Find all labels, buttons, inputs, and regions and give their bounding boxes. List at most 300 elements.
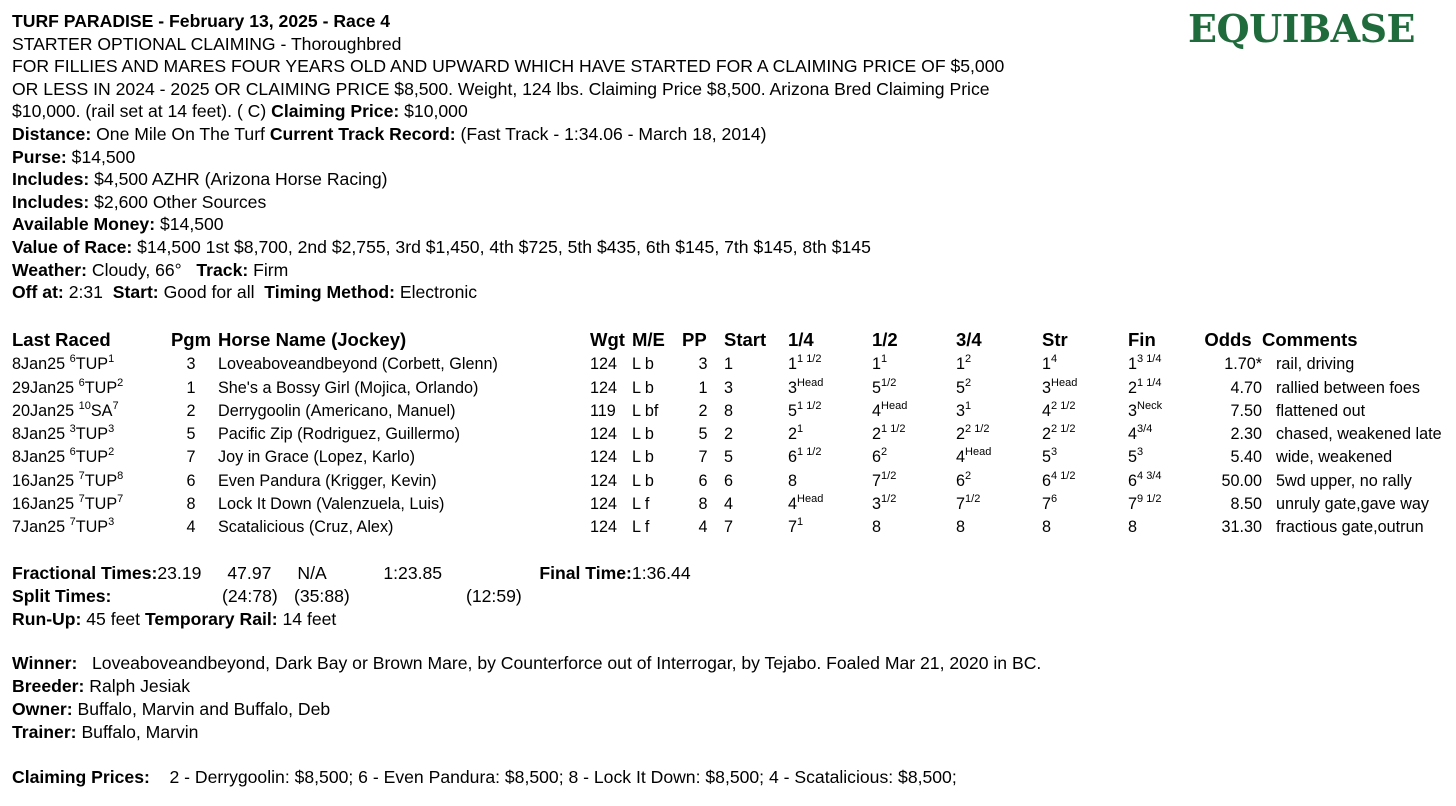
value-line bbox=[12, 236, 1452, 259]
three-quarter-cell-margin: 2 bbox=[965, 469, 972, 482]
horse-jockey-cell: Joy in Grace (Lopez, Karlo) bbox=[218, 448, 416, 467]
quarter-cell bbox=[788, 351, 872, 374]
last-raced-race: 6 bbox=[78, 376, 85, 389]
stretch-cell bbox=[1042, 351, 1128, 374]
stretch-cell bbox=[1042, 491, 1128, 514]
quarter-cell bbox=[788, 398, 872, 421]
post-position-cell: 2 bbox=[698, 401, 708, 420]
finish-cell-margin: 3 bbox=[1137, 446, 1144, 459]
start-cell: 5 bbox=[724, 448, 734, 467]
med-equip-cell: L b bbox=[632, 425, 654, 444]
owner-line bbox=[12, 699, 330, 720]
column-header: PP bbox=[682, 329, 707, 350]
stretch-cell-position: 4 bbox=[1042, 401, 1052, 420]
three-quarter-cell-margin: 2 bbox=[965, 353, 972, 366]
last-raced-finish: 1 bbox=[108, 353, 115, 366]
quarter-cell-position: 3 bbox=[788, 378, 798, 397]
last-raced-track: TUP bbox=[75, 425, 109, 444]
stretch-cell-position: 3 bbox=[1042, 378, 1052, 397]
last-raced-cell bbox=[12, 491, 164, 514]
stretch-cell bbox=[1042, 374, 1128, 397]
comment-cell: fractious gate,outrun bbox=[1276, 518, 1424, 537]
includes-value: $2,600 Other Sources bbox=[94, 191, 267, 212]
half-cell bbox=[872, 444, 956, 467]
available-value: $14,500 bbox=[159, 214, 224, 235]
fraction-2: 47.97 bbox=[227, 563, 272, 583]
track-value: Firm bbox=[253, 259, 289, 280]
med-equip-cell: L bf bbox=[632, 401, 659, 420]
three-quarter-cell-margin: 2 1/2 bbox=[965, 423, 990, 436]
last-raced-cell bbox=[12, 444, 164, 467]
finish-cell-position: 5 bbox=[1128, 448, 1138, 467]
med-equip-cell: L f bbox=[632, 518, 650, 537]
table-row bbox=[12, 421, 1452, 444]
race-conditions-3 bbox=[12, 100, 1452, 123]
column-header: Horse Name (Jockey) bbox=[218, 329, 407, 350]
trainer-line bbox=[12, 722, 198, 743]
table-row bbox=[12, 444, 1452, 467]
med-equip-cell: L b bbox=[632, 448, 654, 467]
weight-cell: 124 bbox=[590, 471, 618, 490]
finish-cell-position: 2 bbox=[1128, 378, 1138, 397]
available-label: Available Money: bbox=[12, 214, 156, 235]
last-raced-track: TUP bbox=[75, 518, 109, 537]
start-cell: 6 bbox=[724, 471, 734, 490]
three-quarter-cell-position: 3 bbox=[956, 401, 966, 420]
three-quarter-cell-margin: 1/2 bbox=[965, 493, 981, 506]
finish-cell bbox=[1128, 374, 1194, 397]
table-row bbox=[12, 374, 1452, 397]
finish-cell bbox=[1128, 444, 1194, 467]
last-raced-finish: 8 bbox=[117, 469, 124, 482]
finish-cell bbox=[1128, 351, 1194, 374]
last-raced-date: 8Jan25 bbox=[12, 355, 66, 374]
distance-label: Distance: bbox=[12, 123, 92, 144]
three-quarter-cell bbox=[956, 374, 1042, 397]
comment-cell: 5wd upper, no rally bbox=[1276, 471, 1412, 490]
last-raced-date: 16Jan25 bbox=[12, 471, 75, 490]
column-header: Wgt bbox=[590, 329, 625, 350]
stretch-cell bbox=[1042, 421, 1128, 444]
half-cell bbox=[872, 514, 956, 537]
claiming-price-label: Claiming Price: bbox=[271, 101, 400, 122]
fraction-1: 23.19 bbox=[157, 563, 202, 583]
column-header: Start bbox=[724, 329, 767, 350]
finish-cell-position: 8 bbox=[1128, 518, 1138, 537]
odds-cell: 2.30 bbox=[1230, 425, 1262, 444]
three-quarter-cell bbox=[956, 398, 1042, 421]
includes-label: Includes: bbox=[12, 191, 90, 212]
last-raced-race: 10 bbox=[78, 399, 91, 412]
half-cell-margin: 1/2 bbox=[881, 376, 897, 389]
weight-cell: 119 bbox=[590, 401, 616, 420]
three-quarter-cell bbox=[956, 444, 1042, 467]
offat-label: Off at: bbox=[12, 282, 64, 303]
last-raced-race: 6 bbox=[69, 446, 76, 459]
three-quarter-cell-position: 4 bbox=[956, 448, 966, 467]
last-raced-date: 8Jan25 bbox=[12, 425, 66, 444]
claiming-price-value: $10,000 bbox=[404, 101, 468, 122]
three-quarter-cell-position: 5 bbox=[956, 378, 966, 397]
winner-line bbox=[12, 653, 1041, 674]
finish-cell-margin: 1 1/4 bbox=[1137, 376, 1162, 389]
half-cell bbox=[872, 467, 956, 490]
horse-jockey-cell: Pacific Zip (Rodriguez, Guillermo) bbox=[218, 425, 460, 444]
column-header: 3/4 bbox=[956, 329, 982, 350]
three-quarter-cell bbox=[956, 467, 1042, 490]
stretch-cell-margin: Head bbox=[1051, 376, 1078, 389]
three-quarter-cell-margin: Head bbox=[965, 446, 992, 459]
quarter-cell-position: 8 bbox=[788, 471, 798, 490]
stretch-cell-position: 8 bbox=[1042, 518, 1052, 537]
post-position-cell: 8 bbox=[698, 495, 708, 514]
med-equip-cell: L f bbox=[632, 495, 650, 514]
comment-cell: rallied between foes bbox=[1276, 378, 1420, 397]
last-raced-finish: 2 bbox=[108, 446, 115, 459]
table-row bbox=[12, 398, 1452, 421]
split-2: (35:88) bbox=[294, 586, 350, 606]
half-cell bbox=[872, 398, 956, 421]
half-cell-position: 4 bbox=[872, 401, 882, 420]
chart-document bbox=[12, 10, 1452, 787]
quarter-cell-position: 1 bbox=[788, 355, 798, 374]
finish-cell-position: 4 bbox=[1128, 425, 1138, 444]
odds-cell: 50.00 bbox=[1221, 471, 1262, 490]
results-table bbox=[12, 321, 1452, 537]
final-time-label: Final Time: bbox=[539, 563, 632, 583]
stretch-cell bbox=[1042, 514, 1128, 537]
stretch-cell-margin: 6 bbox=[1051, 493, 1058, 506]
half-cell-position: 6 bbox=[872, 448, 882, 467]
odds-cell: 31.30 bbox=[1221, 518, 1262, 537]
race-conditions-2: OR LESS IN 2024 - 2025 OR CLAIMING PRICE $8,500. Weight, 124 lbs. Claiming Price $8,500. Arizona Bred Claiming Price bbox=[12, 78, 990, 99]
stretch-cell-margin: 3 bbox=[1051, 446, 1058, 459]
finish-cell-margin: Neck bbox=[1137, 399, 1163, 412]
last-raced-date: 7Jan25 bbox=[12, 518, 66, 537]
comment-cell: flattened out bbox=[1276, 401, 1366, 420]
final-time-value: 1:36.44 bbox=[631, 563, 691, 583]
three-quarter-cell-position: 8 bbox=[956, 518, 966, 537]
finish-cell-position: 7 bbox=[1128, 495, 1138, 514]
race-conditions-1: FOR FILLIES AND MARES FOUR YEARS OLD AND UPWARD WHICH HAVE STARTED FOR A CLAIMING PRICE OF $5,000 bbox=[12, 56, 1005, 77]
three-quarter-cell-margin: 2 bbox=[965, 376, 972, 389]
winner-value: Loveaboveandbeyond, Dark Bay or Brown Mare, by Counterforce out of Interrogar, by Tejabo. Foaled Mar 21, 2020 in BC. bbox=[92, 653, 1042, 673]
last-raced-track: TUP bbox=[75, 355, 109, 374]
three-quarter-cell bbox=[956, 514, 1042, 537]
last-raced-cell bbox=[12, 351, 164, 374]
pgm-cell: 7 bbox=[186, 448, 196, 467]
half-cell-position: 5 bbox=[872, 378, 882, 397]
fraction-3: N/A bbox=[297, 563, 327, 583]
last-raced-track: TUP bbox=[84, 378, 118, 397]
fractional-times-line bbox=[12, 563, 691, 584]
track-record-value: (Fast Track - 1:34.06 - March 18, 2014) bbox=[460, 123, 767, 144]
finish-cell bbox=[1128, 491, 1194, 514]
half-cell-position: 7 bbox=[872, 471, 882, 490]
start-cell: 1 bbox=[724, 355, 734, 374]
stretch-cell-position: 6 bbox=[1042, 471, 1052, 490]
horse-jockey-cell: Scatalicious (Cruz, Alex) bbox=[218, 518, 394, 537]
includes-label: Includes: bbox=[12, 169, 90, 190]
quarter-cell-margin: 1 1/2 bbox=[797, 353, 822, 366]
quarter-cell-margin: Head bbox=[797, 493, 824, 506]
comment-cell: unruly gate,gave way bbox=[1276, 495, 1429, 514]
column-header: Last Raced bbox=[12, 329, 111, 350]
last-raced-track: TUP bbox=[84, 471, 118, 490]
finish-cell-margin: 4 3/4 bbox=[1137, 469, 1162, 482]
stretch-cell-position: 5 bbox=[1042, 448, 1052, 467]
last-raced-date: 16Jan25 bbox=[12, 495, 75, 514]
split-3: (12:59) bbox=[466, 586, 522, 606]
last-raced-cell bbox=[12, 421, 164, 444]
weather-value: Cloudy, 66° bbox=[91, 259, 182, 280]
half-cell bbox=[872, 491, 956, 514]
last-raced-race: 3 bbox=[69, 423, 76, 436]
distance-line bbox=[12, 123, 1452, 146]
horse-jockey-cell: Loveaboveandbeyond (Corbett, Glenn) bbox=[218, 355, 498, 374]
comment-cell: rail, driving bbox=[1276, 355, 1355, 374]
start-cell: 7 bbox=[724, 518, 734, 537]
trainer-value: Buffalo, Marvin bbox=[81, 722, 199, 742]
table-body bbox=[12, 351, 1452, 537]
half-cell-margin: Head bbox=[881, 399, 908, 412]
breeder-line bbox=[12, 676, 190, 697]
quarter-cell-position: 2 bbox=[788, 425, 798, 444]
last-raced-finish: 7 bbox=[112, 399, 119, 412]
weight-cell: 124 bbox=[590, 355, 618, 374]
runup-line bbox=[12, 609, 336, 630]
fraction-4: 1:23.85 bbox=[383, 563, 443, 583]
half-cell-margin: 1 bbox=[881, 353, 888, 366]
finish-cell bbox=[1128, 467, 1194, 490]
table-row bbox=[12, 467, 1452, 490]
last-raced-finish: 2 bbox=[117, 376, 124, 389]
stretch-cell bbox=[1042, 444, 1128, 467]
column-header: 1/2 bbox=[872, 329, 898, 350]
column-header: Str bbox=[1042, 329, 1068, 350]
finish-cell-position: 3 bbox=[1128, 401, 1138, 420]
purse-line bbox=[12, 146, 1452, 169]
quarter-cell bbox=[788, 514, 872, 537]
stretch-cell bbox=[1042, 467, 1128, 490]
quarter-cell-position: 4 bbox=[788, 495, 798, 514]
post-position-cell: 5 bbox=[698, 425, 708, 444]
includes-value: $4,500 AZHR (Arizona Horse Racing) bbox=[94, 169, 388, 190]
purse-label: Purse: bbox=[12, 146, 67, 167]
column-header: Fin bbox=[1128, 329, 1156, 350]
last-raced-race: 7 bbox=[78, 469, 85, 482]
includes-line-2 bbox=[12, 191, 1452, 214]
weight-cell: 124 bbox=[590, 495, 618, 514]
last-raced-finish: 3 bbox=[108, 516, 115, 529]
three-quarter-cell-position: 6 bbox=[956, 471, 966, 490]
runup-label: Run-Up: bbox=[12, 609, 82, 629]
start-value: Good for all bbox=[163, 282, 255, 303]
split-1: (24:78) bbox=[222, 586, 278, 606]
stretch-cell-margin: 4 1/2 bbox=[1051, 469, 1076, 482]
last-raced-finish: 7 bbox=[117, 493, 124, 506]
stretch-cell-position: 7 bbox=[1042, 495, 1052, 514]
last-raced-track: TUP bbox=[84, 495, 118, 514]
last-raced-track: TUP bbox=[75, 448, 109, 467]
offat-line bbox=[12, 281, 1452, 304]
claiming-prices-value: 2 - Derrygoolin: $8,500; 6 - Even Pandura: $8,500; 8 - Lock It Down: $8,500; 4 - Scatalicious: $8,500; bbox=[169, 767, 957, 787]
post-position-cell: 6 bbox=[698, 471, 708, 490]
last-raced-track: SA bbox=[90, 401, 113, 420]
owner-value: Buffalo, Marvin and Buffalo, Deb bbox=[77, 699, 331, 719]
column-header: Comments bbox=[1262, 329, 1358, 350]
last-raced-cell bbox=[12, 374, 164, 397]
finish-cell-margin: 3 1/4 bbox=[1137, 353, 1162, 366]
quarter-cell-margin: 1 1/2 bbox=[797, 446, 822, 459]
weather-label: Weather: bbox=[12, 259, 87, 280]
split-times-line bbox=[12, 586, 522, 607]
race-title: TURF PARADISE - February 13, 2025 - Race 4 bbox=[12, 11, 391, 31]
pgm-cell: 3 bbox=[186, 355, 196, 374]
trainer-label: Trainer: bbox=[12, 722, 77, 742]
half-cell-position: 8 bbox=[872, 518, 882, 537]
table-row bbox=[12, 351, 1452, 374]
quarter-cell-margin: 1 1/2 bbox=[797, 399, 822, 412]
includes-line-1 bbox=[12, 168, 1452, 191]
odds-cell: 4.70 bbox=[1230, 378, 1262, 397]
quarter-cell-margin: Head bbox=[797, 376, 824, 389]
three-quarter-cell-position: 2 bbox=[956, 425, 966, 444]
half-cell bbox=[872, 351, 956, 374]
horse-jockey-cell: Even Pandura (Krigger, Kevin) bbox=[218, 471, 437, 490]
half-cell-position: 1 bbox=[872, 355, 882, 374]
available-money-line bbox=[12, 213, 1452, 236]
pgm-cell: 8 bbox=[186, 495, 196, 514]
pgm-cell: 2 bbox=[186, 401, 196, 420]
weight-cell: 124 bbox=[590, 378, 618, 397]
horse-jockey-cell: Lock It Down (Valenzuela, Luis) bbox=[218, 495, 445, 514]
breeder-value: Ralph Jesiak bbox=[89, 676, 190, 696]
finish-cell-margin: 3/4 bbox=[1137, 423, 1153, 436]
pgm-cell: 5 bbox=[186, 425, 196, 444]
timing-label: Timing Method: bbox=[264, 282, 395, 303]
quarter-cell bbox=[788, 421, 872, 444]
comment-cell: chased, weakened late bbox=[1276, 425, 1442, 444]
last-raced-race: 6 bbox=[69, 353, 76, 366]
last-raced-date: 8Jan25 bbox=[12, 448, 66, 467]
finish-cell bbox=[1128, 514, 1194, 537]
half-cell-margin: 2 bbox=[881, 446, 888, 459]
horse-jockey-cell: She's a Bossy Girl (Mojica, Orlando) bbox=[218, 378, 479, 397]
column-header: M/E bbox=[632, 329, 665, 350]
equibase-logo: EQUIBASE bbox=[1188, 6, 1415, 51]
table-header-row bbox=[12, 321, 1452, 351]
last-raced-finish: 3 bbox=[108, 423, 115, 436]
half-cell-position: 2 bbox=[872, 425, 882, 444]
quarter-cell bbox=[788, 444, 872, 467]
odds-cell: 8.50 bbox=[1230, 495, 1262, 514]
weight-cell: 124 bbox=[590, 425, 618, 444]
pgm-cell: 4 bbox=[186, 518, 196, 537]
stretch-cell-margin: 2 1/2 bbox=[1051, 423, 1076, 436]
runup-value: 45 feet bbox=[86, 609, 141, 629]
value-label: Value of Race: bbox=[12, 236, 133, 257]
post-position-cell: 7 bbox=[698, 448, 708, 467]
quarter-cell bbox=[788, 491, 872, 514]
last-raced-date: 29Jan25 bbox=[12, 378, 75, 397]
temporary-rail-label: Temporary Rail: bbox=[144, 609, 278, 629]
post-position-cell: 4 bbox=[698, 518, 708, 537]
horse-jockey-cell: Derrygoolin (Americano, Manuel) bbox=[218, 401, 456, 420]
race-type: STARTER OPTIONAL CLAIMING - Thoroughbred bbox=[12, 33, 402, 54]
conditions-text: $10,000. (rail set at 14 feet). ( C) bbox=[12, 101, 267, 122]
weight-cell: 124 bbox=[590, 518, 618, 537]
quarter-cell-position: 6 bbox=[788, 448, 798, 467]
finish-cell bbox=[1128, 421, 1194, 444]
start-cell: 2 bbox=[724, 425, 734, 444]
start-cell: 8 bbox=[724, 401, 734, 420]
three-quarter-cell bbox=[956, 491, 1042, 514]
three-quarter-cell-position: 7 bbox=[956, 495, 966, 514]
quarter-cell bbox=[788, 374, 872, 397]
half-cell bbox=[872, 421, 956, 444]
last-raced-date: 20Jan25 bbox=[12, 401, 75, 420]
stretch-cell-margin: 2 1/2 bbox=[1051, 399, 1076, 412]
half-cell bbox=[872, 374, 956, 397]
claiming-prices-label: Claiming Prices: bbox=[12, 767, 150, 787]
start-cell: 3 bbox=[724, 378, 734, 397]
finish-cell-position: 6 bbox=[1128, 471, 1138, 490]
quarter-cell bbox=[788, 467, 872, 490]
odds-cell: 5.40 bbox=[1230, 448, 1262, 467]
quarter-cell-position: 5 bbox=[788, 401, 798, 420]
quarter-cell-margin: 1 bbox=[797, 423, 804, 436]
last-raced-cell bbox=[12, 467, 164, 490]
last-raced-cell bbox=[12, 514, 164, 537]
post-position-cell: 1 bbox=[698, 378, 708, 397]
stretch-cell bbox=[1042, 398, 1128, 421]
three-quarter-cell-position: 1 bbox=[956, 355, 966, 374]
value-value: $14,500 1st $8,700, 2nd $2,755, 3rd $1,450, 4th $725, 5th $435, 6th $145, 7th $145, 8th $145 bbox=[137, 236, 871, 257]
column-header: 1/4 bbox=[788, 329, 814, 350]
breeder-label: Breeder: bbox=[12, 676, 85, 696]
split-times-label: Split Times: bbox=[12, 586, 112, 606]
half-cell-position: 3 bbox=[872, 495, 882, 514]
stretch-cell-position: 1 bbox=[1042, 355, 1052, 374]
stretch-cell-position: 2 bbox=[1042, 425, 1052, 444]
stretch-cell-margin: 4 bbox=[1051, 353, 1058, 366]
med-equip-cell: L b bbox=[632, 355, 654, 374]
last-raced-race: 7 bbox=[78, 493, 85, 506]
three-quarter-cell bbox=[956, 351, 1042, 374]
track-label: Track: bbox=[196, 259, 249, 280]
three-quarter-cell bbox=[956, 421, 1042, 444]
track-record-label: Current Track Record: bbox=[269, 123, 456, 144]
winner-label: Winner: bbox=[12, 653, 78, 673]
quarter-cell-position: 7 bbox=[788, 518, 798, 537]
purse-value: $14,500 bbox=[71, 146, 136, 167]
weather-line bbox=[12, 259, 1452, 282]
weight-cell: 124 bbox=[590, 448, 618, 467]
fractional-times-label: Fractional Times: bbox=[12, 563, 158, 583]
owner-label: Owner: bbox=[12, 699, 73, 719]
temporary-rail-value: 14 feet bbox=[282, 609, 337, 629]
timing-value: Electronic bbox=[399, 282, 478, 303]
three-quarter-cell-margin: 1 bbox=[965, 399, 972, 412]
pgm-cell: 6 bbox=[186, 471, 196, 490]
start-cell: 4 bbox=[724, 495, 734, 514]
finish-cell bbox=[1128, 398, 1194, 421]
table-row bbox=[12, 491, 1452, 514]
post-position-cell: 3 bbox=[698, 355, 708, 374]
med-equip-cell: L b bbox=[632, 378, 654, 397]
distance-value: One Mile On The Turf bbox=[96, 123, 265, 144]
